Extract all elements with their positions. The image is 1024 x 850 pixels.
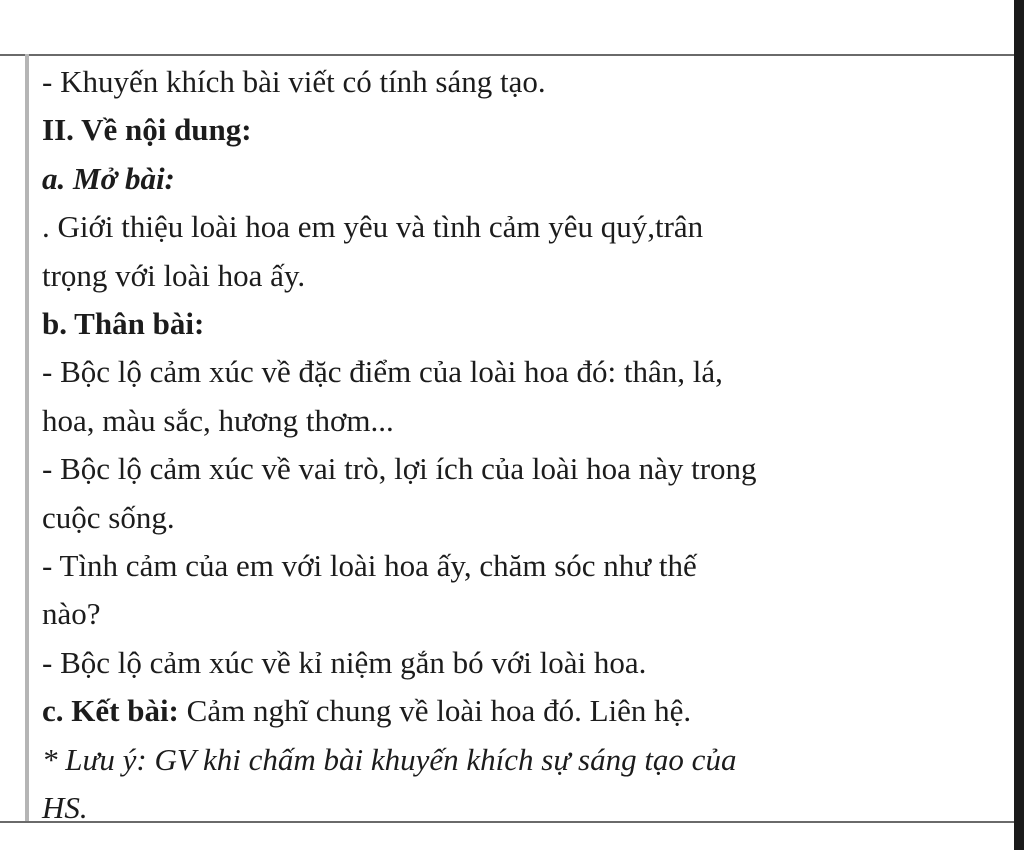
text-line	[42, 639, 1010, 687]
text-run: c. Kết bài:	[42, 693, 179, 729]
text-line	[42, 397, 1010, 445]
text-run: II. Về nội dung:	[42, 112, 252, 148]
text-run: - Bộc lộ cảm xúc về đặc điểm của loài hoa đó: thân, lá,	[42, 354, 723, 390]
text-line	[42, 784, 1010, 832]
text-line	[42, 203, 1010, 251]
text-run: a. Mở bài:	[42, 160, 175, 196]
text-run: - Tình cảm của em với loài hoa ấy, chăm sóc như thế	[42, 548, 697, 584]
text-run: trọng với loài hoa ấy.	[42, 257, 306, 293]
text-run: b. Thân bài:	[42, 306, 205, 342]
text-line	[42, 348, 1010, 396]
text-line	[42, 445, 1010, 493]
text-run: - Khuyến khích bài viết có tính sáng tạo.	[42, 64, 546, 99]
text-line	[42, 252, 1010, 300]
text-run: HS.	[42, 790, 88, 826]
text-line	[42, 736, 1010, 784]
text-run: nào?	[42, 596, 101, 632]
text-run: . Giới thiệu loài hoa em yêu và tình cảm yêu quý,trân	[42, 209, 704, 245]
text-run: - Bộc lộ cảm xúc về vai trò, lợi ích của loài hoa này trong	[42, 451, 757, 487]
table-left-border	[25, 54, 29, 823]
text-run: * Lưu ý: GV khi chấm bài khuyến khích sự sáng tạo của	[42, 741, 737, 777]
text-line	[42, 300, 1010, 348]
text-line	[42, 155, 1010, 203]
right-edge-strip	[1014, 0, 1024, 850]
text-line	[42, 58, 1010, 106]
text-run: cuộc sống.	[42, 499, 175, 535]
text-line	[42, 687, 1010, 735]
text-line	[42, 542, 1010, 590]
text-run: - Bộc lộ cảm xúc về kỉ niệm gắn bó với loài hoa.	[42, 644, 647, 680]
text-run: hoa, màu sắc, hương thơm...	[42, 402, 394, 438]
table-cell-content	[42, 58, 1010, 833]
table-top-border	[0, 54, 1014, 56]
text-line	[42, 590, 1010, 638]
text-run: Cảm nghĩ chung về loài hoa đó. Liên hệ.	[178, 693, 692, 729]
text-line	[42, 106, 1010, 154]
text-line	[42, 494, 1010, 542]
